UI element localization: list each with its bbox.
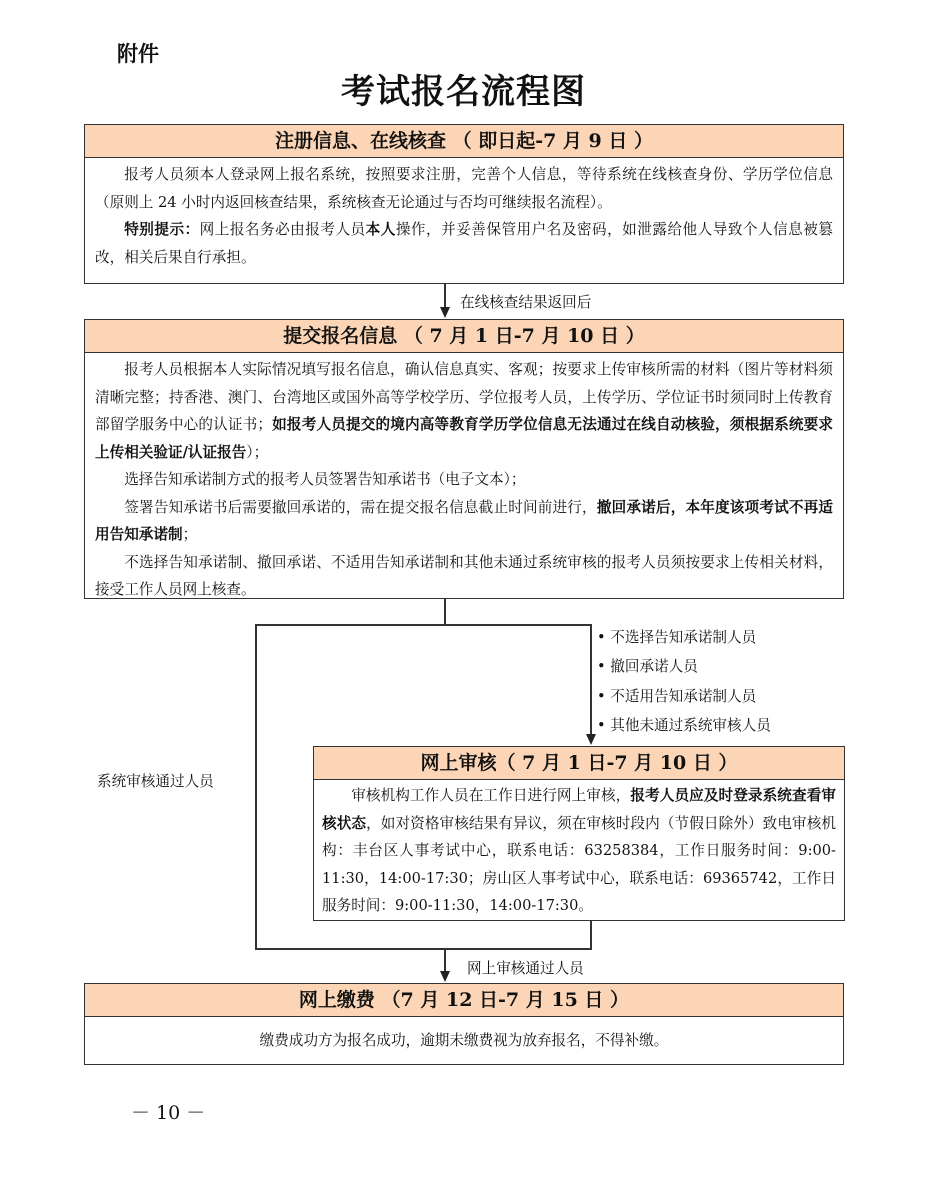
arrow1-label: 在线核查结果返回后 <box>460 294 592 311</box>
step2-p1-bold: 如报考人员提交的境内高等教育学历学位信息无法通过在线自动核验，须根据系统要求上传相关验证/认证报告 <box>95 416 833 461</box>
connector-right-branch <box>590 624 592 734</box>
list-item: • 不选择告知承诺制人员 <box>597 629 757 646</box>
step2-box <box>84 319 844 599</box>
connector-down-from-step2 <box>444 599 446 625</box>
step3-body <box>314 780 844 920</box>
step2-paragraph-1 <box>95 356 833 466</box>
list-item: • 其他未通过系统审核人员 <box>597 716 771 734</box>
bullet-icon: • <box>597 687 606 705</box>
unapproved-categories-list <box>597 623 771 740</box>
bullet-icon: • <box>597 629 606 646</box>
step1-body <box>85 158 843 271</box>
arrow1-line <box>444 284 446 308</box>
step4-paragraph-1: 缴费成功方为报名成功，逾期未缴费视为放弃报名，不得补缴。 <box>259 1032 669 1049</box>
step2-paragraph-4: 不选择告知承诺制、撤回承诺、不适用告知承诺制和其他未通过系统审核的报考人员须按要求上传相关材料，接受工作人员网上核查。 <box>95 553 833 598</box>
step3-box <box>313 746 845 921</box>
step3-paragraph-1 <box>322 782 836 920</box>
step1-p2-text2: 操作，并妥善保管用户名及密码，如泄露给他人导致个人信息被篡改，相关后果自行承担。 <box>95 221 833 266</box>
page-title: 考试报名流程图 <box>341 72 586 112</box>
special-notice-label: 特别提示： <box>124 221 200 238</box>
step3-p1-text: 审核机构工作人员在工作日进行网上审核， <box>351 787 631 804</box>
arrow-final-line <box>444 948 446 972</box>
step1-p2-self: 本人 <box>365 221 396 238</box>
step2-p3-end: ； <box>182 526 198 543</box>
list-item: • 不适用告知承诺制人员 <box>597 687 757 705</box>
connector-branch-bottom <box>255 948 592 950</box>
connector-right-bottom <box>590 920 592 949</box>
arrow-final-head <box>440 971 450 982</box>
step2-p3-text: 签署告知承诺书后需要撤回承诺的，需在提交报名信息截止时间前进行， <box>124 498 597 516</box>
step2-heading: 提交报名信息 （ 7 月 1 日-7 月 10 日 ） <box>85 320 843 353</box>
step4-body <box>85 1017 843 1055</box>
step3-heading: 网上审核（ 7 月 1 日-7 月 10 日 ） <box>314 747 844 780</box>
connector-branch-top <box>255 624 592 626</box>
step2-paragraph-3 <box>95 494 833 549</box>
step2-paragraph-2: 选择告知承诺制方式的报考人员签署告知承诺书（电子文本）； <box>124 471 526 488</box>
system-approved-label: 系统审核通过人员 <box>97 773 214 790</box>
attachment-label: 附件 <box>117 42 159 66</box>
step4-heading: 网上缴费 （7 月 12 日-7 月 15 日 ） <box>85 984 843 1017</box>
step1-paragraph-1: 报考人员须本人登录网上报名系统，按照要求注册，完善个人信息，等待系统在线核查身份、学历学位信息（原则上 24 小时内返回核查结果，系统核查无论通过与否均可继续报名流程）。 <box>95 166 833 211</box>
step2-p3-bold: 撤回承诺后，本年度该项考试不再适用告知承诺制 <box>95 498 833 543</box>
page-number: － 10 － <box>131 1102 206 1124</box>
bullet-icon: • <box>597 658 606 676</box>
step1-box <box>84 124 844 284</box>
step2-p1-text: 报考人员根据本人实际情况填写报名信息，确认信息真实、客观；按要求上传审核所需的材料（图片等材料须清晰完整；持香港、澳门、台湾地区或国外高等学校学历、学位报考人员，上传学历、学位证书时须同时上传教育部留学服务中心的认证书； <box>95 361 833 433</box>
step3-p1-end: ，如对资格审核结果有异议，须在审核时段内（节假日除外）致电审核机构：丰台区人事考试中心，联系电话：63258384，工作日服务时间：9:00-11:30，14:00-17:30；房山区人事考试中心，联系电话：69365742，工作日服务时间：9:00-11:30，14:00-17:30。 <box>322 814 836 914</box>
list-item: • 撤回承诺人员 <box>597 658 698 676</box>
step3-p1-bold: 报考人员应及时登录系统查看审核状态 <box>322 787 836 832</box>
step1-paragraph-2 <box>95 216 833 271</box>
step4-box <box>84 983 844 1065</box>
arrow1-head <box>440 307 450 318</box>
step2-p1-end: ）； <box>246 443 269 461</box>
arrow-final-label: 网上审核通过人员 <box>467 960 584 977</box>
bullet-icon: • <box>597 716 606 734</box>
step1-p2-text1: 网上报名务必由报考人员 <box>199 221 366 238</box>
connector-left-branch <box>255 624 257 949</box>
right-branch-arrow-head <box>586 734 596 745</box>
step2-body <box>85 353 843 604</box>
step1-heading: 注册信息、在线核查 （ 即日起-7 月 9 日 ） <box>85 125 843 158</box>
